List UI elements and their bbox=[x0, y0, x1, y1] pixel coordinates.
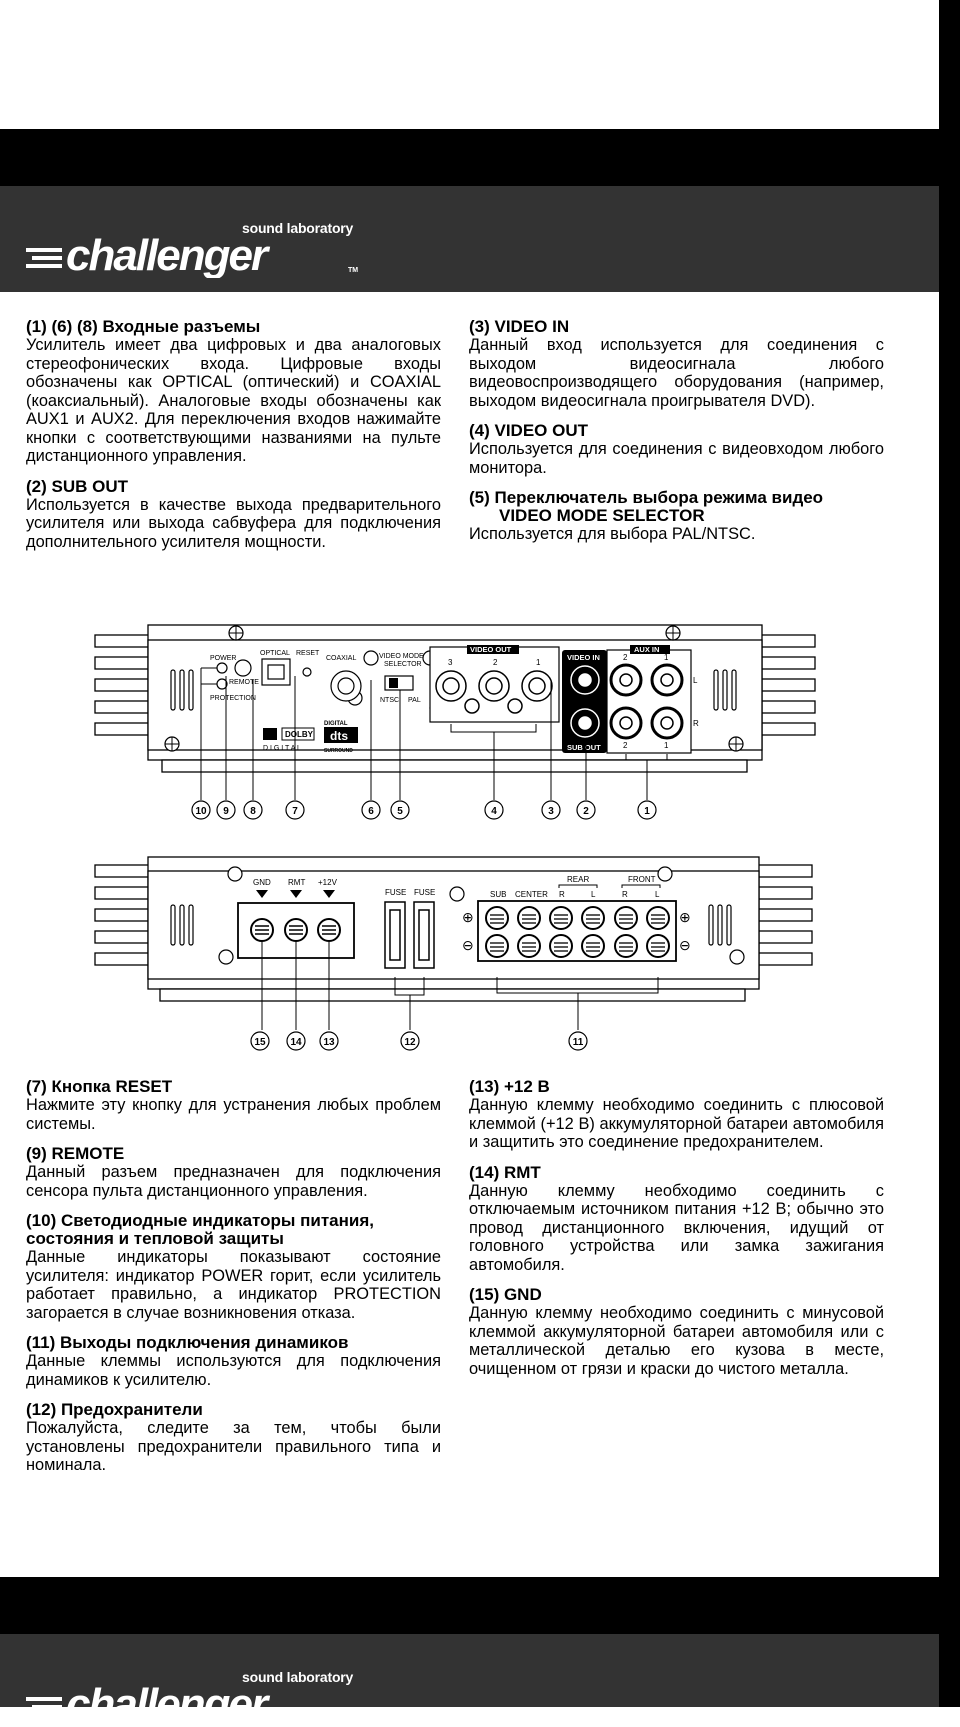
svg-text:DOLBY: DOLBY bbox=[285, 730, 313, 739]
svg-text:RESET: RESET bbox=[296, 650, 320, 657]
svg-text:L: L bbox=[655, 890, 660, 899]
svg-text:CENTER: CENTER bbox=[515, 890, 548, 899]
svg-text:2: 2 bbox=[623, 653, 628, 662]
svg-text:FUSE: FUSE bbox=[385, 888, 407, 897]
top-black-bar bbox=[0, 129, 939, 186]
section-body: Используется для выбора PAL/NTSC. bbox=[469, 525, 756, 543]
svg-text:COAXIAL: COAXIAL bbox=[326, 655, 357, 662]
section-body: Данный разъем предназначен для подключения сенсора пульта дистанционного управления. bbox=[26, 1163, 441, 1200]
svg-text:L: L bbox=[693, 676, 698, 685]
svg-text:1: 1 bbox=[536, 658, 541, 667]
callout-9: 9 bbox=[223, 806, 229, 817]
section-remote bbox=[26, 1145, 441, 1200]
section-fuses bbox=[26, 1401, 441, 1475]
callout-8: 8 bbox=[250, 806, 256, 817]
page-edge bbox=[939, 0, 960, 1707]
video-mode-switch bbox=[389, 678, 398, 688]
section-body: Данную клемму необходимо соединить с отключаемым источником питания +12 В; обычно это провод дистанционного включения, идущий от головного устройства или замка зажигания автомобиля. bbox=[469, 1181, 884, 1274]
section-body: Используется в качестве выхода предварительного усилителя или выхода сабвуфера для подключения дополнительного усилителя мощности. bbox=[26, 495, 441, 551]
section-video-in bbox=[469, 318, 884, 410]
bottom-right-column bbox=[469, 1078, 884, 1390]
section-title: (2) SUB OUT bbox=[26, 476, 128, 496]
svg-text:⊕: ⊕ bbox=[462, 909, 474, 925]
svg-text:⊕: ⊕ bbox=[679, 909, 691, 925]
svg-text:SUB: SUB bbox=[490, 890, 507, 899]
section-title: (13) +12 В bbox=[469, 1077, 550, 1096]
section-led-indicators bbox=[26, 1212, 441, 1322]
section-body: Данную клемму необходимо соединить с плюсовой клеммой (+12 В) аккумуляторной батареи автомобиля и защитить это соединение предохранителем. bbox=[469, 1096, 884, 1151]
section-title: (4) VIDEO OUT bbox=[469, 421, 589, 440]
svg-text:L: L bbox=[591, 890, 596, 899]
svg-text:VIDEO MODE: VIDEO MODE bbox=[379, 653, 424, 660]
section-body: Данный вход используется для соединения с выходом видеосигнала любого видеовоспроизводящего оборудования (например, выходом видеосигнала проигрывателя DVD). bbox=[469, 336, 884, 410]
rear-panel-diagram bbox=[0, 855, 939, 1055]
svg-text:PAL: PAL bbox=[408, 697, 421, 704]
section-title: (3) VIDEO IN bbox=[469, 317, 570, 336]
svg-text:FUSE: FUSE bbox=[414, 888, 436, 897]
logo-tagline: sound laboratory bbox=[242, 220, 354, 236]
svg-text:REMOTE: REMOTE bbox=[229, 679, 259, 686]
section-title: (7) Кнопка RESET bbox=[26, 1077, 173, 1096]
callout-6: 6 bbox=[368, 806, 374, 817]
top-left-column bbox=[26, 318, 441, 563]
callout-3: 3 bbox=[548, 806, 554, 817]
svg-text:NTSC: NTSC bbox=[380, 697, 400, 704]
bottom-black-bar bbox=[0, 1577, 939, 1634]
section-gnd bbox=[469, 1286, 884, 1378]
logo-wordmark bbox=[26, 230, 366, 278]
section-body: Данные индикаторы показывают состояние усилителя: индикатор POWER горит, если усилитель работает правильно, а индикатор PROTECTION загорается в случае возникновения отказа. bbox=[26, 1248, 441, 1322]
svg-text:+12V: +12V bbox=[318, 878, 337, 887]
callout-4: 4 bbox=[491, 806, 497, 817]
svg-text:TM: TM bbox=[348, 267, 359, 274]
logo-brand-text: challenger bbox=[66, 231, 267, 278]
svg-text:dts: dts bbox=[330, 729, 348, 743]
section-title: (15) GND bbox=[469, 1285, 542, 1304]
callout-11: 11 bbox=[572, 1037, 584, 1048]
svg-text:FRONT: FRONT bbox=[628, 875, 656, 884]
callout-2: 2 bbox=[583, 806, 589, 817]
svg-text:RMT: RMT bbox=[288, 878, 306, 887]
svg-text:R: R bbox=[622, 890, 628, 899]
svg-text:3: 3 bbox=[448, 658, 453, 667]
svg-text:VIDEO OUT: VIDEO OUT bbox=[470, 645, 512, 654]
section-body: Нажмите эту кнопку для устранения любых проблем системы. bbox=[26, 1096, 441, 1133]
svg-text:VIDEO IN: VIDEO IN bbox=[567, 653, 600, 662]
logo-wordmark bbox=[26, 1679, 366, 1727]
section-body: Данные клеммы используются для подключения динамиков к усилителю. bbox=[26, 1352, 441, 1389]
callout-1: 1 bbox=[644, 806, 650, 817]
svg-text:1: 1 bbox=[664, 653, 669, 662]
page-header bbox=[0, 186, 939, 292]
svg-text:GND: GND bbox=[253, 878, 271, 887]
callout-12: 12 bbox=[404, 1037, 416, 1048]
svg-text:PROTECTION: PROTECTION bbox=[210, 695, 256, 702]
section-title: (5) Переключатель выбора режима видео VIDEO MODE SELECTOR bbox=[469, 488, 824, 525]
section-title: (11) Выходы подключения динамиков bbox=[26, 1333, 349, 1352]
logo-tagline: sound laboratory bbox=[242, 1669, 354, 1685]
next-page-header bbox=[0, 1634, 939, 1727]
section-video-mode-selector bbox=[469, 489, 884, 544]
svg-text:1: 1 bbox=[664, 741, 669, 750]
section-title: (14) RMT bbox=[469, 1162, 541, 1182]
svg-text:⊖: ⊖ bbox=[679, 937, 691, 953]
section-speaker-outputs bbox=[26, 1334, 441, 1389]
section-title: (12) Предохранители bbox=[26, 1400, 203, 1419]
section-sub-out bbox=[26, 478, 441, 552]
svg-text:SURROUND: SURROUND bbox=[324, 748, 353, 754]
section-body: Используется для соединения с видеовходом любого монитора. bbox=[469, 440, 884, 477]
svg-text:POWER: POWER bbox=[210, 655, 237, 662]
svg-text:DIGITAL: DIGITAL bbox=[324, 721, 348, 727]
bottom-left-column bbox=[26, 1078, 441, 1487]
front-panel-diagram bbox=[0, 620, 939, 830]
top-right-column bbox=[469, 318, 884, 556]
svg-text:R: R bbox=[559, 890, 565, 899]
section-title: (1) (6) (8) Входные разъемы bbox=[26, 317, 261, 336]
svg-text:AUX IN: AUX IN bbox=[634, 645, 660, 654]
callout-15: 15 bbox=[254, 1037, 266, 1048]
svg-text:SUB OUT: SUB OUT bbox=[567, 743, 601, 752]
callout-5: 5 bbox=[397, 806, 403, 817]
svg-text:D I G I T A L: D I G I T A L bbox=[263, 745, 301, 752]
section-body: Данную клемму необходимо соединить с минусовой клеммой аккумуляторной батареи автомобиля или с металлической деталью его кузова в месте, очищенном от грязи и краски до чистого металла. bbox=[469, 1304, 884, 1378]
callout-7: 7 bbox=[292, 806, 298, 817]
section-body: Усилитель имеет два цифровых и два аналоговых стереофонических входа. Цифровые входы обозначены как OPTICAL (оптический) и COAXIAL (коаксиальный). Аналоговые входы обозначены как AUX1 и AUX2. Для переключения входов нажимайте кнопки с соответствующими названиями на пульте дистанционного управления. bbox=[26, 336, 441, 465]
svg-text:2: 2 bbox=[493, 658, 498, 667]
svg-text:R: R bbox=[693, 719, 699, 728]
svg-text:2: 2 bbox=[623, 741, 628, 750]
section-body: Пожалуйста, следите за тем, чтобы были установлены предохранители правильного типа и номинала. bbox=[26, 1419, 441, 1474]
section-reset bbox=[26, 1078, 441, 1133]
callout-14: 14 bbox=[290, 1037, 302, 1048]
section-plus12v bbox=[469, 1078, 884, 1152]
svg-text:OPTICAL: OPTICAL bbox=[260, 650, 290, 657]
svg-text:SELECTOR: SELECTOR bbox=[384, 661, 422, 668]
section-rmt bbox=[469, 1164, 884, 1275]
section-title: (10) Светодиодные индикаторы питания, состояния и тепловой защиты bbox=[26, 1211, 375, 1248]
callout-10: 10 bbox=[195, 806, 207, 817]
section-title: (9) REMOTE bbox=[26, 1144, 125, 1163]
logo-brand-text: challenger bbox=[66, 1680, 267, 1727]
section-video-out bbox=[469, 422, 884, 477]
section-input-connectors bbox=[26, 318, 441, 466]
callout-13: 13 bbox=[323, 1037, 335, 1048]
svg-text:⊖: ⊖ bbox=[462, 937, 474, 953]
svg-text:REAR: REAR bbox=[567, 875, 590, 884]
